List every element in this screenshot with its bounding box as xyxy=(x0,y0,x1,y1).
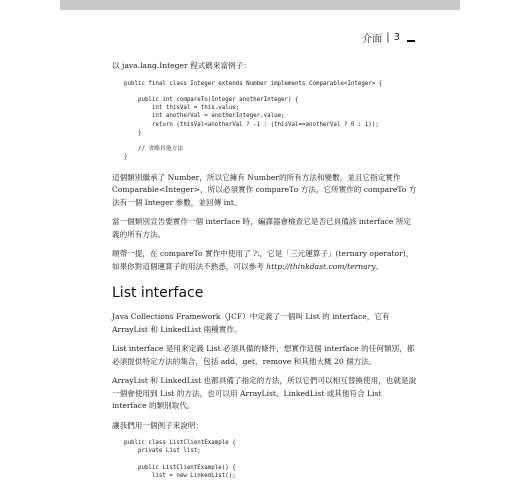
code-line: public class ListClientExample { xyxy=(124,440,236,447)
code-line: public ListClientExample() { xyxy=(124,464,236,471)
code-line: // 省略其他方法 xyxy=(124,146,184,153)
code-line: int anotherVal = anotherInteger.value; xyxy=(124,113,285,120)
code-line: private List list; xyxy=(124,448,201,455)
code-line: return (thisVal<anotherVal ? -1 : (thisVal==anotherVal ? 0 : 1)); xyxy=(124,121,379,128)
paragraph-3-prefix: 順帶一提，在 compareTo 實作中使用了 ?:，它是「三元運算子」(ternary operator)，如果你對這個運算子的用法不熟悉，可以參考 xyxy=(112,249,414,271)
section-paragraph-1: Java Collections Framework（JCF）中定義了一個叫 List 的 interface，它有 ArrayList 和 LinkedList 兩種實作。 xyxy=(112,312,390,334)
code-block-integer xyxy=(112,80,418,162)
paragraph-3-suffix: 。 xyxy=(375,261,384,271)
code-block-list-client xyxy=(112,439,418,480)
code-line: public int compareTo(Integer anotherInteger) { xyxy=(124,96,299,103)
header-separator: | xyxy=(386,32,390,43)
top-bar xyxy=(60,0,460,10)
code-line: } xyxy=(124,129,142,136)
paragraph-3 xyxy=(112,248,418,273)
ternary-link[interactable]: http://thinkdast.com/ternary xyxy=(266,261,376,271)
page-header xyxy=(362,30,415,45)
code-line: public final class Integer extends Number implements Comparable<Integer> { xyxy=(124,80,383,87)
paragraph-1: 這個類別繼承了 Number，所以它擁有 Number的所有方法和變數，並且它指定實作 Comparable<Integer>，所以必須實作 compareTo 方法，它所實作的 compareTo 方法有一個 Integer 參數，並回傳 int。 xyxy=(112,172,417,207)
intro-text: 以 java.lang.Integer 程式碼來當例子： xyxy=(112,61,251,70)
code-line: int thisVal = this.value; xyxy=(124,105,240,112)
code-line: list = new LinkedList(); xyxy=(124,472,236,479)
page-number: 3 xyxy=(393,32,400,43)
section-paragraph-2: List interface 是用來定義 List 必須具備的條件，想實作這個 interface 的任何類別，都必須提供特定方法的集合，包括 add、get、remove 和其他大概 20 個方法。 xyxy=(112,344,415,366)
section-paragraph-3: ArrayList 和 LinkedList 也都具備了指定的方法，所以它們可以相互替換使用，也就是說一個會使用到 List 的方法，也可以用 ArrayList、LinkedList 或其他符合 List interface 的類別取代。 xyxy=(112,376,417,411)
paragraph-2: 當一個類別宣告要實作一個 interface 時，編譯器會檢查它是否已具備該 interface 所定義的所有方法。 xyxy=(112,217,412,239)
code-line xyxy=(124,455,418,463)
code-line xyxy=(124,137,418,145)
code-line: } xyxy=(124,154,128,161)
section-paragraph-4: 讓我們用一個例子來說明： xyxy=(112,420,204,430)
code-line xyxy=(124,88,418,96)
header-mark xyxy=(407,40,415,42)
chapter-title: 介面 xyxy=(362,34,383,45)
page-content xyxy=(112,60,418,490)
section-title: List interface xyxy=(112,285,204,302)
